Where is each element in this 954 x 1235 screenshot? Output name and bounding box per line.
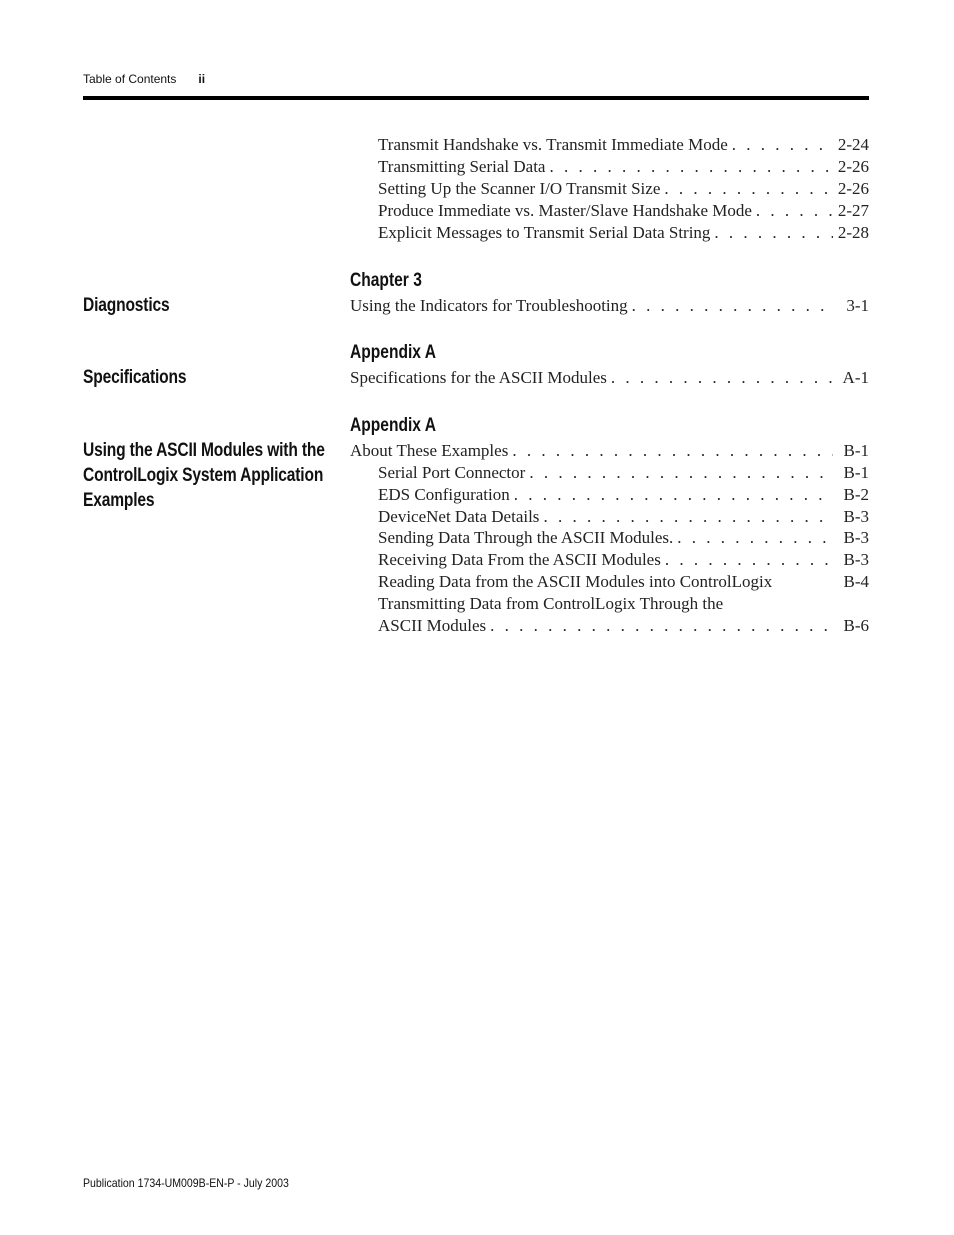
- section-title-line: ControlLogix System Application: [83, 465, 324, 486]
- chapter-label: Chapter 3: [350, 270, 422, 291]
- toc-entry[interactable]: Produce Immediate vs. Master/Slave Handshake Mode . . . 2-27: [378, 200, 869, 222]
- toc-entry[interactable]: Serial Port Connector . . . B-1: [378, 462, 869, 484]
- section-title-line: Examples: [83, 490, 155, 511]
- toc-entry[interactable]: Transmitting Data from ControlLogix Through the: [378, 593, 869, 615]
- toc-entry[interactable]: Specifications for the ASCII Modules . . . A-1: [350, 367, 869, 389]
- section-title: Diagnostics: [83, 295, 170, 316]
- toc-entry[interactable]: Using the Indicators for Troubleshooting . . . 3-1: [350, 295, 869, 317]
- header-section: Table of Contents: [83, 72, 177, 86]
- section-title: [83, 438, 345, 513]
- chapter-label: Appendix A: [350, 342, 436, 363]
- running-header: [83, 72, 205, 86]
- toc-entry[interactable]: Receiving Data From the ASCII Modules . . . B-3: [378, 549, 869, 571]
- toc-entry[interactable]: EDS Configuration . . . B-2: [378, 484, 869, 506]
- toc-entry[interactable]: Setting Up the Scanner I/O Transmit Size . . . 2-26: [378, 178, 869, 200]
- toc-entry[interactable]: Transmitting Serial Data . . . 2-26: [378, 156, 869, 178]
- chapter-label: Appendix A: [350, 415, 436, 436]
- toc-entry[interactable]: DeviceNet Data Details . . . B-3: [378, 506, 869, 528]
- toc-entry[interactable]: Transmit Handshake vs. Transmit Immediate Mode . . . 2-24: [378, 134, 869, 156]
- toc-entry[interactable]: Explicit Messages to Transmit Serial Data String . . . 2-28: [378, 222, 869, 244]
- header-rule: [83, 96, 869, 100]
- section-title-line: Using the ASCII Modules with the: [83, 440, 325, 461]
- toc-entry[interactable]: Reading Data from the ASCII Modules into ControlLogix B-4: [378, 572, 869, 591]
- section-title: Specifications: [83, 367, 187, 388]
- toc-entry[interactable]: Sending Data Through the ASCII Modules. . . . B-3: [378, 527, 869, 549]
- toc-entry[interactable]: About These Examples . . . B-1: [350, 440, 869, 462]
- publication-footer: Publication 1734-UM009B-EN-P - July 2003: [83, 1176, 289, 1190]
- header-page-number: ii: [198, 72, 206, 86]
- toc-entry[interactable]: ASCII Modules . . . B-6: [378, 615, 869, 637]
